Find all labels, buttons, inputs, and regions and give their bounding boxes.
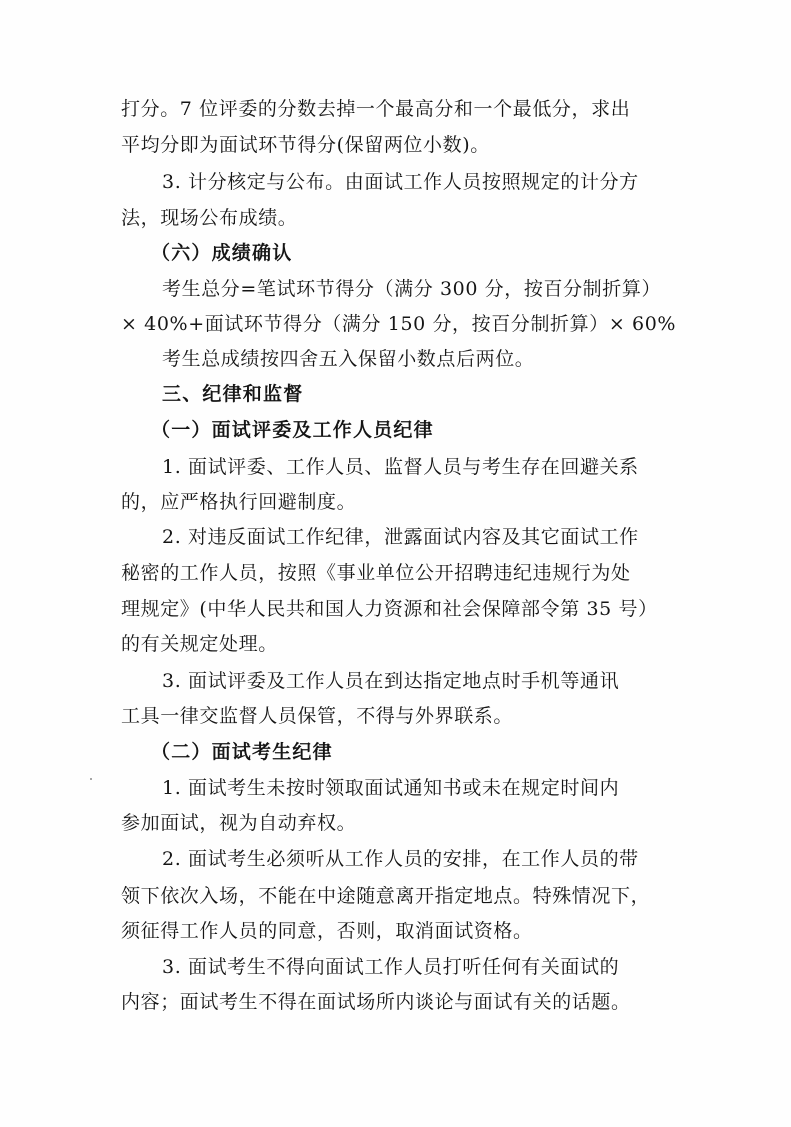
- text-line: 的有关规定处理。: [121, 633, 278, 655]
- text-line: 理规定》(中华人民共和国人力资源和社会保障部令第 35 号）: [121, 598, 658, 620]
- scan-speck: [90, 778, 92, 780]
- text-line: 秘密的工作人员，按照《事业单位公开招聘违纪违规行为处: [121, 562, 631, 584]
- text-line: 法，现场公布成绩。: [121, 207, 298, 229]
- text-line: × 40%+面试环节得分（满分 150 分，按百分制折算）× 60%: [121, 313, 677, 335]
- text-line: 考生总成绩按四舍五入保留小数点后两位。: [162, 348, 535, 370]
- text-line: 考生总分=笔试环节得分（满分 300 分，按百分制折算）: [162, 278, 662, 300]
- text-line: 工具一律交监督人员保管，不得与外界联系。: [121, 705, 514, 727]
- text-line: 3. 面试评委及工作人员在到达指定地点时手机等通讯: [162, 670, 620, 692]
- text-line: 领下依次入场，不能在中途随意离开指定地点。特殊情况下，: [121, 885, 651, 907]
- section-heading: （六）成绩确认: [151, 242, 293, 264]
- text-line: 平均分即为面试环节得分(保留两位小数)。: [121, 134, 490, 156]
- text-line: 2. 对违反面试工作纪律，泄露面试内容及其它面试工作: [162, 526, 639, 548]
- section-heading: 三、纪律和监督: [162, 383, 304, 405]
- text-line: 3. 计分核定与公布。由面试工作人员按照规定的计分方: [162, 171, 639, 193]
- text-line: 1. 面试考生未按时领取面试通知书或未在规定时间内: [162, 777, 620, 799]
- text-line: 参加面试，视为自动弃权。: [121, 812, 357, 834]
- text-line: 内容；面试考生不得在面试场所内谈论与面试有关的话题。: [121, 991, 631, 1013]
- text-line: 3. 面试考生不得向面试工作人员打听任何有关面试的: [162, 956, 620, 978]
- text-line: 须征得工作人员的同意，否则，取消面试资格。: [121, 920, 533, 942]
- text-line: 的，应严格执行回避制度。: [121, 491, 357, 513]
- text-line: 2. 面试考生必须听从工作人员的安排，在工作人员的带: [162, 848, 639, 870]
- section-heading: （一）面试评委及工作人员纪律: [151, 419, 434, 441]
- text-line: 1. 面试评委、工作人员、监督人员与考生存在回避关系: [162, 456, 639, 478]
- section-heading: （二）面试考生纪律: [151, 741, 333, 763]
- text-line: 打分。7 位评委的分数去掉一个最高分和一个最低分，求出: [121, 98, 631, 120]
